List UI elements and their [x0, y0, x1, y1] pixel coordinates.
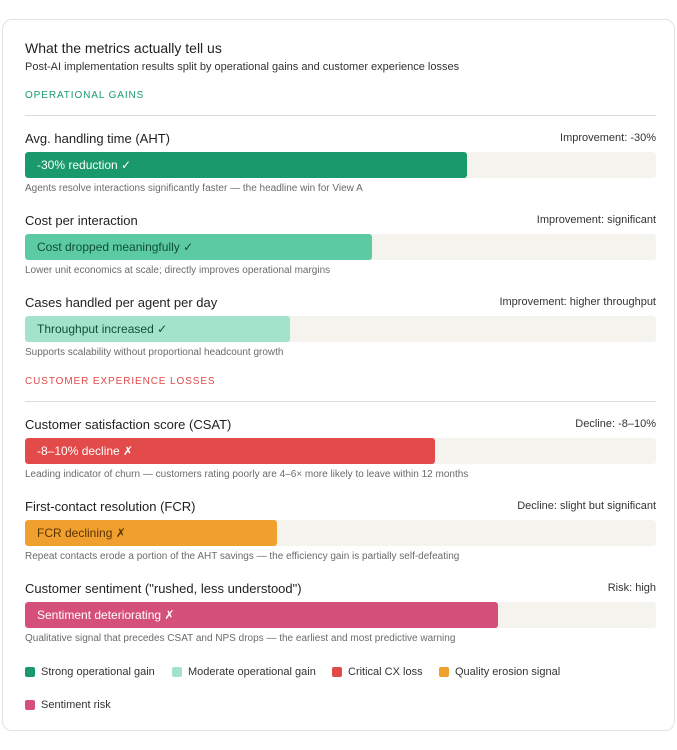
legend-item	[172, 666, 316, 678]
metric-tag: Improvement: -30%	[560, 132, 656, 144]
legend-swatch	[25, 700, 35, 710]
metric-name: Customer sentiment ("rushed, less understood")	[25, 581, 302, 596]
section-label: OPERATIONAL GAINS	[25, 90, 145, 101]
metric-name: Avg. handling time (AHT)	[25, 131, 170, 146]
metric-note: Supports scalability without proportional headcount growth	[25, 347, 284, 358]
metric-note: Qualitative signal that precedes CSAT and NPS drops — the earliest and most predictive warning	[25, 633, 456, 644]
metrics-card	[2, 19, 675, 731]
legend-item	[25, 666, 155, 678]
bar	[25, 234, 372, 260]
legend-swatch	[172, 667, 182, 677]
metric-note: Leading indicator of churn — customers rating poorly are 4–6× more likely to leave within 12 months	[25, 469, 469, 480]
section-label: CUSTOMER EXPERIENCE LOSSES	[25, 376, 216, 387]
legend-label: Quality erosion signal	[455, 666, 561, 678]
metric-row	[25, 213, 656, 281]
section-divider	[25, 401, 656, 402]
legend-label: Sentiment risk	[41, 699, 111, 711]
metric-name: Cost per interaction	[25, 213, 138, 228]
metric-row	[25, 417, 656, 485]
legend-item	[332, 666, 423, 678]
metric-row	[25, 295, 656, 363]
legend-swatch	[25, 667, 35, 677]
metric-tag: Decline: slight but significant	[517, 500, 656, 512]
bar-track	[25, 152, 656, 178]
chart-subtitle: Post-AI implementation results split by operational gains and customer experience losses	[25, 61, 460, 73]
bar	[25, 438, 435, 464]
metric-note: Lower unit economics at scale; directly improves operational margins	[25, 265, 331, 276]
metric-name: Customer satisfaction score (CSAT)	[25, 417, 232, 432]
bar-track	[25, 438, 656, 464]
metric-tag: Improvement: higher throughput	[499, 296, 656, 308]
bar	[25, 152, 467, 178]
bar	[25, 602, 498, 628]
bar-label: -30% reduction ✓	[37, 158, 132, 172]
metric-note: Agents resolve interactions significantly faster — the headline win for View A	[25, 183, 363, 194]
metric-row	[25, 581, 656, 649]
bar-track	[25, 234, 656, 260]
bar	[25, 520, 277, 546]
metric-note: Repeat contacts erode a portion of the AHT savings — the efficiency gain is partially self-defeating	[25, 551, 460, 562]
metric-tag: Decline: -8–10%	[575, 418, 656, 430]
legend-label: Strong operational gain	[41, 666, 155, 678]
section-divider	[25, 115, 656, 116]
legend-item	[25, 699, 111, 711]
legend-swatch	[332, 667, 342, 677]
bar	[25, 316, 290, 342]
bar-label: FCR declining ✗	[37, 526, 126, 540]
legend-label: Critical CX loss	[348, 666, 423, 678]
bar-track	[25, 316, 656, 342]
chart-title: What the metrics actually tell us	[25, 40, 222, 56]
bar-label: -8–10% decline ✗	[37, 444, 134, 458]
metric-tag: Improvement: significant	[536, 214, 656, 226]
legend-item	[439, 666, 560, 678]
metric-tag: Risk: high	[607, 582, 656, 594]
metric-name: Cases handled per agent per day	[25, 295, 218, 310]
legend-label: Moderate operational gain	[188, 666, 316, 678]
metric-row	[25, 131, 656, 199]
bar-label: Throughput increased ✓	[37, 322, 168, 336]
bar-label: Sentiment deteriorating ✗	[37, 608, 175, 622]
legend-swatch	[439, 667, 449, 677]
bar-track	[25, 602, 656, 628]
metric-name: First-contact resolution (FCR)	[25, 499, 196, 514]
bar-label: Cost dropped meaningfully ✓	[37, 240, 194, 254]
bar-track	[25, 520, 656, 546]
metric-row	[25, 499, 656, 567]
